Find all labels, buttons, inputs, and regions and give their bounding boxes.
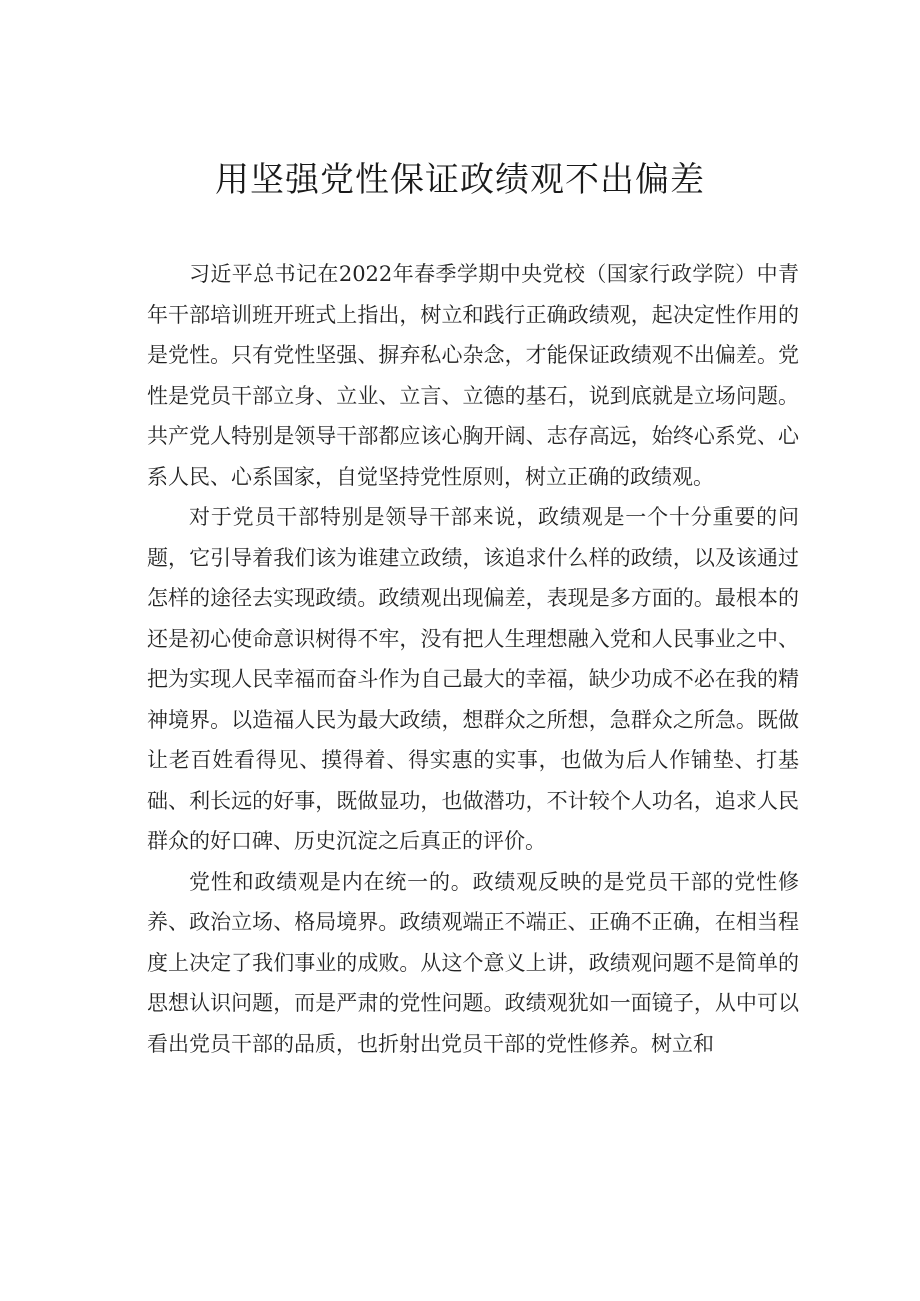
document-body <box>147 254 799 1064</box>
paragraph-3: 党性和政绩观是内在统一的。政绩观反映的是党员干部的党性修养、政治立场、格局境界。政绩观端正不端正、正确不正确，在相当程度上决定了我们事业的成败。从这个意义上讲，政绩观问题不是简单的思想认识问题，而是严肃的党性问题。政绩观犹如一面镜子，从中可以看出党员干部的品质，也折射出党员干部的党性修养。树立和 <box>147 869 799 1056</box>
document-title: 用坚强党性保证政绩观不出偏差 <box>215 160 705 200</box>
paragraph-2: 对于党员干部特别是领导干部来说，政绩观是一个十分重要的问题，它引导着我们该为谁建立政绩，该追求什么样的政绩，以及该通过怎样的途径去实现政绩。政绩观出现偏差，表现是多方面的。最根本的还是初心使命意识树得不牢，没有把人生理想融入党和人民事业之中、把为实现人民幸福而奋斗作为自己最大的幸福，缺少功成不必在我的精神境界。以造福人民为最大政绩，想群众之所想，急群众之所急。既做让老百姓看得见、摸得着、得实惠的实事，也做为后人作铺垫、打基础、利长远的好事，既做显功，也做潜功，不计较个人功名，追求人民群众的好口碑、历史沉淀之后真正的评价。 <box>147 505 799 853</box>
paragraph-1: 习近平总书记在2022年春季学期中央党校（国家行政学院）中青年干部培训班开班式上指出，树立和践行正确政绩观，起决定性作用的是党性。只有党性坚强、摒弃私心杂念，才能保证政绩观不出偏差。党性是党员干部立身、立业、立言、立德的基石，说到底就是立场问题。共产党人特别是领导干部都应该心胸开阔、志存高远，始终心系党、心系人民、心系国家，自觉坚持党性原则，树立正确的政绩观。 <box>147 262 799 489</box>
